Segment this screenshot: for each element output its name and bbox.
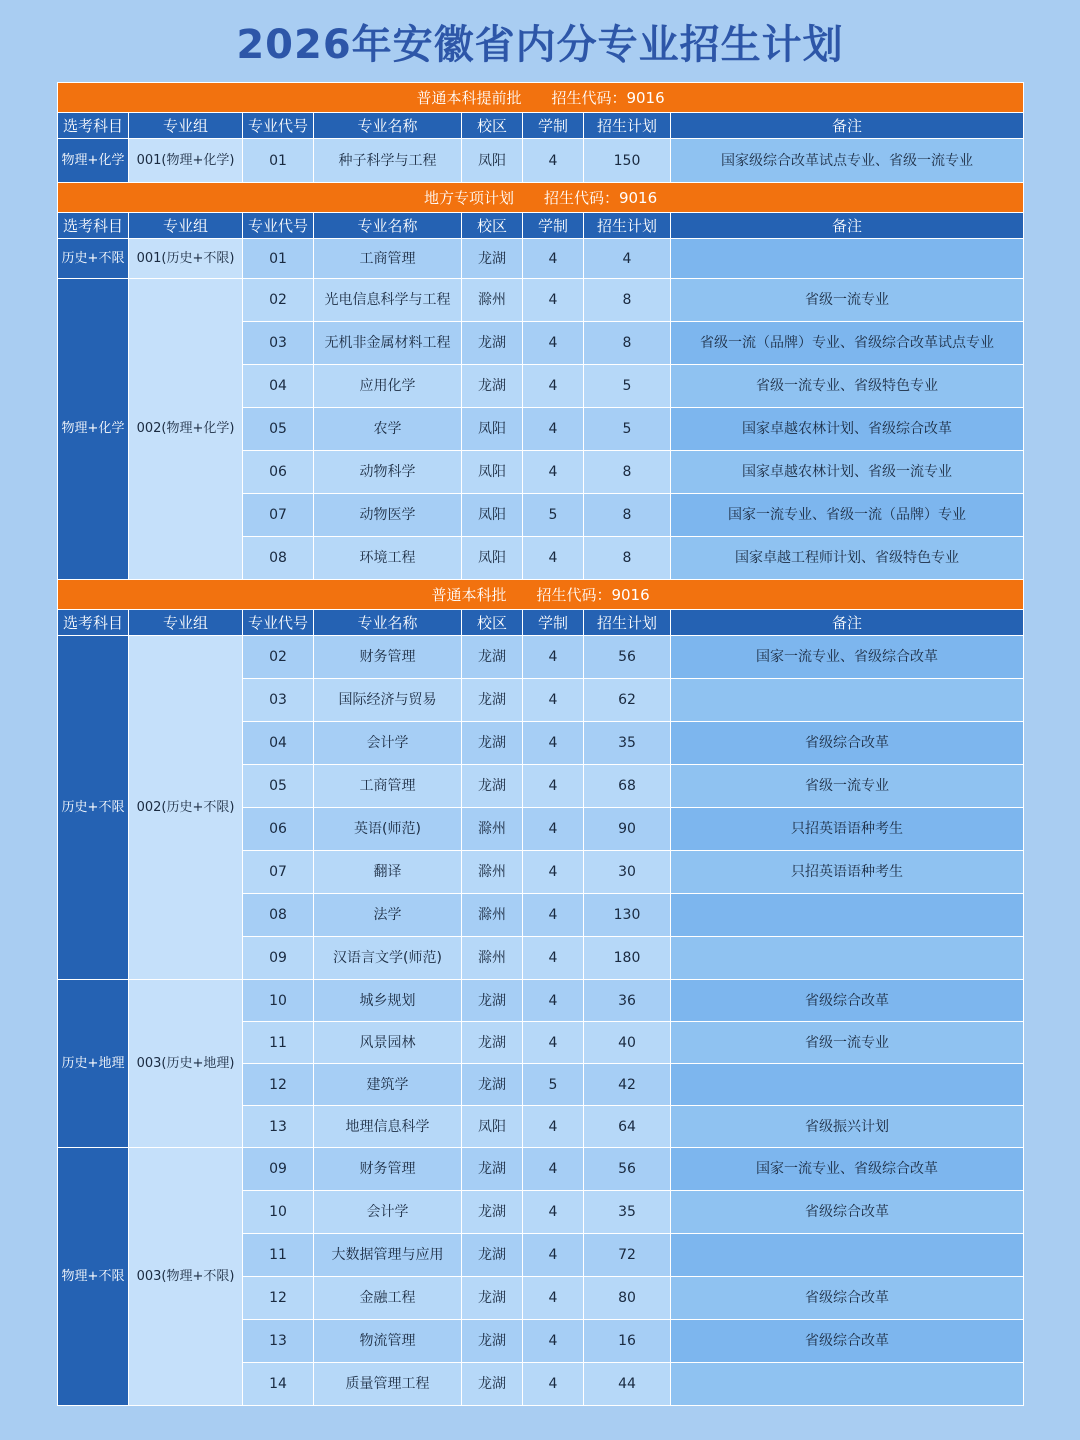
note-cell: 省级一流（品牌）专业、省级综合改革试点专业: [671, 322, 1024, 365]
major-cell: 动物医学: [314, 494, 462, 537]
code-cell: 01: [243, 239, 314, 279]
code-cell: 02: [243, 636, 314, 679]
code-cell: 08: [243, 537, 314, 580]
note-cell: 省级综合改革: [671, 1277, 1024, 1320]
major-cell: 种子科学与工程: [314, 139, 462, 183]
major-cell: 风景园林: [314, 1022, 462, 1064]
column-header: 专业名称: [314, 113, 462, 139]
major-cell: 动物科学: [314, 451, 462, 494]
campus-cell: 龙湖: [462, 239, 523, 279]
campus-cell: 龙湖: [462, 1148, 523, 1191]
plan-cell: 64: [584, 1106, 671, 1148]
years-cell: 4: [523, 1363, 584, 1406]
plan-cell: 30: [584, 851, 671, 894]
note-cell: [671, 1234, 1024, 1277]
subject-cell: 历史+地理: [58, 980, 129, 1148]
plan-cell: 36: [584, 980, 671, 1022]
note-cell: 省级一流专业: [671, 1022, 1024, 1064]
plan-cell: 4: [584, 239, 671, 279]
major-cell: 建筑学: [314, 1064, 462, 1106]
campus-cell: 龙湖: [462, 980, 523, 1022]
code-cell: 11: [243, 1022, 314, 1064]
column-header: 选考科目: [58, 610, 129, 636]
plan-cell: 56: [584, 636, 671, 679]
campus-cell: 龙湖: [462, 636, 523, 679]
table-row: [58, 1148, 1024, 1191]
years-cell: 4: [523, 1320, 584, 1363]
section-title: [58, 580, 1024, 610]
plan-cell: 44: [584, 1363, 671, 1406]
code-cell: 09: [243, 1148, 314, 1191]
plan-cell: 5: [584, 365, 671, 408]
major-cell: 无机非金属材料工程: [314, 322, 462, 365]
plan-cell: 68: [584, 765, 671, 808]
campus-cell: 龙湖: [462, 679, 523, 722]
plan-cell: 8: [584, 537, 671, 580]
major-cell: 农学: [314, 408, 462, 451]
campus-cell: 滁州: [462, 851, 523, 894]
section-title: [58, 183, 1024, 213]
major-cell: 地理信息科学: [314, 1106, 462, 1148]
campus-cell: 滁州: [462, 894, 523, 937]
code-cell: 08: [243, 894, 314, 937]
plan-cell: 35: [584, 1191, 671, 1234]
major-cell: 大数据管理与应用: [314, 1234, 462, 1277]
years-cell: 4: [523, 279, 584, 322]
code-cell: 04: [243, 722, 314, 765]
campus-cell: 凤阳: [462, 139, 523, 183]
major-cell: 财务管理: [314, 636, 462, 679]
plan-cell: 40: [584, 1022, 671, 1064]
note-cell: [671, 1064, 1024, 1106]
section-code: 招生代码：9016: [536, 585, 650, 604]
years-cell: 4: [523, 722, 584, 765]
years-cell: 4: [523, 1148, 584, 1191]
campus-cell: 龙湖: [462, 1320, 523, 1363]
column-header-row: [58, 113, 1024, 139]
note-cell: 省级一流专业: [671, 279, 1024, 322]
subject-cell: 物理+不限: [58, 1148, 129, 1406]
plan-cell: 62: [584, 679, 671, 722]
column-header: 校区: [462, 610, 523, 636]
column-header-row: [58, 213, 1024, 239]
note-cell: 国家一流专业、省级综合改革: [671, 636, 1024, 679]
plan-cell: 150: [584, 139, 671, 183]
campus-cell: 凤阳: [462, 537, 523, 580]
code-cell: 09: [243, 937, 314, 980]
plan-cell: 90: [584, 808, 671, 851]
table-row: [58, 239, 1024, 279]
section-code: 招生代码：9016: [551, 88, 665, 107]
major-cell: 工商管理: [314, 765, 462, 808]
years-cell: 4: [523, 765, 584, 808]
group-cell: 001(物理+化学): [129, 139, 243, 183]
group-cell: 002(物理+化学): [129, 279, 243, 580]
campus-cell: 龙湖: [462, 365, 523, 408]
campus-cell: 龙湖: [462, 1022, 523, 1064]
major-cell: 会计学: [314, 722, 462, 765]
campus-cell: 凤阳: [462, 1106, 523, 1148]
page-title: 2026年安徽省内分专业招生计划: [236, 22, 844, 68]
column-header: 备注: [671, 213, 1024, 239]
years-cell: 4: [523, 451, 584, 494]
note-cell: [671, 1363, 1024, 1406]
years-cell: 4: [523, 365, 584, 408]
major-cell: 应用化学: [314, 365, 462, 408]
note-cell: 只招英语语种考生: [671, 808, 1024, 851]
years-cell: 4: [523, 937, 584, 980]
table-row: [58, 636, 1024, 679]
years-cell: 4: [523, 808, 584, 851]
campus-cell: 凤阳: [462, 451, 523, 494]
years-cell: 4: [523, 894, 584, 937]
group-cell: 003(物理+不限): [129, 1148, 243, 1406]
years-cell: 4: [523, 239, 584, 279]
years-cell: 4: [523, 139, 584, 183]
note-cell: 省级综合改革: [671, 1191, 1024, 1234]
section-banner: [58, 580, 1024, 610]
code-cell: 12: [243, 1277, 314, 1320]
column-header: 专业组: [129, 610, 243, 636]
column-header-row: [58, 610, 1024, 636]
major-cell: 会计学: [314, 1191, 462, 1234]
code-cell: 10: [243, 1191, 314, 1234]
plan-cell: 8: [584, 279, 671, 322]
plan-cell: 8: [584, 322, 671, 365]
years-cell: 4: [523, 322, 584, 365]
major-cell: 英语(师范): [314, 808, 462, 851]
code-cell: 06: [243, 451, 314, 494]
plan-cell: 8: [584, 451, 671, 494]
major-cell: 城乡规划: [314, 980, 462, 1022]
note-cell: 国家卓越工程师计划、省级特色专业: [671, 537, 1024, 580]
major-cell: 翻译: [314, 851, 462, 894]
code-cell: 13: [243, 1106, 314, 1148]
note-cell: [671, 937, 1024, 980]
years-cell: 4: [523, 408, 584, 451]
note-cell: 国家卓越农林计划、省级一流专业: [671, 451, 1024, 494]
campus-cell: 龙湖: [462, 1234, 523, 1277]
code-cell: 10: [243, 980, 314, 1022]
major-cell: 工商管理: [314, 239, 462, 279]
column-header: 学制: [523, 610, 584, 636]
code-cell: 03: [243, 679, 314, 722]
enrollment-plan-table: [57, 82, 1024, 1406]
code-cell: 03: [243, 322, 314, 365]
plan-cell: 72: [584, 1234, 671, 1277]
years-cell: 4: [523, 980, 584, 1022]
campus-cell: 凤阳: [462, 408, 523, 451]
campus-cell: 凤阳: [462, 494, 523, 537]
major-cell: 汉语言文学(师范): [314, 937, 462, 980]
code-cell: 14: [243, 1363, 314, 1406]
campus-cell: 滁州: [462, 808, 523, 851]
subject-cell: 物理+化学: [58, 279, 129, 580]
note-cell: 国家一流专业、省级综合改革: [671, 1148, 1024, 1191]
major-cell: 国际经济与贸易: [314, 679, 462, 722]
group-cell: 001(历史+不限): [129, 239, 243, 279]
plan-cell: 16: [584, 1320, 671, 1363]
note-cell: 省级一流专业: [671, 765, 1024, 808]
column-header: 专业名称: [314, 610, 462, 636]
code-cell: 02: [243, 279, 314, 322]
note-cell: 省级综合改革: [671, 980, 1024, 1022]
code-cell: 11: [243, 1234, 314, 1277]
major-cell: 环境工程: [314, 537, 462, 580]
note-cell: [671, 239, 1024, 279]
campus-cell: 龙湖: [462, 765, 523, 808]
note-cell: [671, 894, 1024, 937]
column-header: 专业组: [129, 213, 243, 239]
code-cell: 07: [243, 494, 314, 537]
campus-cell: 龙湖: [462, 1064, 523, 1106]
plan-cell: 180: [584, 937, 671, 980]
plan-cell: 8: [584, 494, 671, 537]
column-header: 专业代号: [243, 213, 314, 239]
column-header: 校区: [462, 113, 523, 139]
note-cell: 国家卓越农林计划、省级综合改革: [671, 408, 1024, 451]
years-cell: 4: [523, 1234, 584, 1277]
years-cell: 4: [523, 1277, 584, 1320]
plan-cell: 42: [584, 1064, 671, 1106]
years-cell: 4: [523, 679, 584, 722]
plan-cell: 35: [584, 722, 671, 765]
column-header: 学制: [523, 213, 584, 239]
note-cell: 省级综合改革: [671, 1320, 1024, 1363]
campus-cell: 龙湖: [462, 322, 523, 365]
group-cell: 002(历史+不限): [129, 636, 243, 980]
section-name: 地方专项计划: [423, 188, 514, 207]
years-cell: 4: [523, 1106, 584, 1148]
column-header: 校区: [462, 213, 523, 239]
campus-cell: 龙湖: [462, 722, 523, 765]
table-row: [58, 980, 1024, 1022]
column-header: 备注: [671, 113, 1024, 139]
column-header: 专业代号: [243, 610, 314, 636]
section-banner: [58, 83, 1024, 113]
subject-cell: 历史+不限: [58, 636, 129, 980]
column-header: 学制: [523, 113, 584, 139]
column-header: 选考科目: [58, 213, 129, 239]
campus-cell: 龙湖: [462, 1277, 523, 1320]
column-header: 专业名称: [314, 213, 462, 239]
note-cell: 省级综合改革: [671, 722, 1024, 765]
section-name: 普通本科批: [431, 585, 507, 604]
years-cell: 4: [523, 537, 584, 580]
column-header: 招生计划: [584, 213, 671, 239]
section-name: 普通本科提前批: [416, 88, 522, 107]
campus-cell: 滁州: [462, 937, 523, 980]
campus-cell: 龙湖: [462, 1363, 523, 1406]
years-cell: 5: [523, 1064, 584, 1106]
code-cell: 05: [243, 408, 314, 451]
major-cell: 金融工程: [314, 1277, 462, 1320]
section-code: 招生代码：9016: [543, 188, 658, 207]
campus-cell: 龙湖: [462, 1191, 523, 1234]
plan-cell: 5: [584, 408, 671, 451]
code-cell: 04: [243, 365, 314, 408]
table-row: [58, 139, 1024, 183]
column-header: 专业组: [129, 113, 243, 139]
plan-cell: 56: [584, 1148, 671, 1191]
major-cell: 财务管理: [314, 1148, 462, 1191]
note-cell: 省级振兴计划: [671, 1106, 1024, 1148]
plan-cell: 130: [584, 894, 671, 937]
years-cell: 4: [523, 636, 584, 679]
plan-cell: 80: [584, 1277, 671, 1320]
major-cell: 质量管理工程: [314, 1363, 462, 1406]
table-body: [58, 83, 1024, 1406]
years-cell: 4: [523, 1022, 584, 1064]
years-cell: 4: [523, 1191, 584, 1234]
column-header: 招生计划: [584, 113, 671, 139]
major-cell: 法学: [314, 894, 462, 937]
campus-cell: 滁州: [462, 279, 523, 322]
major-cell: 光电信息科学与工程: [314, 279, 462, 322]
code-cell: 05: [243, 765, 314, 808]
code-cell: 06: [243, 808, 314, 851]
group-cell: 003(历史+地理): [129, 980, 243, 1148]
years-cell: 4: [523, 851, 584, 894]
code-cell: 01: [243, 139, 314, 183]
column-header: 备注: [671, 610, 1024, 636]
years-cell: 5: [523, 494, 584, 537]
note-cell: 只招英语语种考生: [671, 851, 1024, 894]
major-cell: 物流管理: [314, 1320, 462, 1363]
note-cell: 国家级综合改革试点专业、省级一流专业: [671, 139, 1024, 183]
note-cell: [671, 679, 1024, 722]
subject-cell: 物理+化学: [58, 139, 129, 183]
column-header: 专业代号: [243, 113, 314, 139]
section-title: [58, 83, 1024, 113]
column-header: 选考科目: [58, 113, 129, 139]
code-cell: 13: [243, 1320, 314, 1363]
subject-cell: 历史+不限: [58, 239, 129, 279]
table-row: [58, 279, 1024, 322]
section-banner: [58, 183, 1024, 213]
code-cell: 12: [243, 1064, 314, 1106]
note-cell: 省级一流专业、省级特色专业: [671, 365, 1024, 408]
note-cell: 国家一流专业、省级一流（品牌）专业: [671, 494, 1024, 537]
column-header: 招生计划: [584, 610, 671, 636]
code-cell: 07: [243, 851, 314, 894]
